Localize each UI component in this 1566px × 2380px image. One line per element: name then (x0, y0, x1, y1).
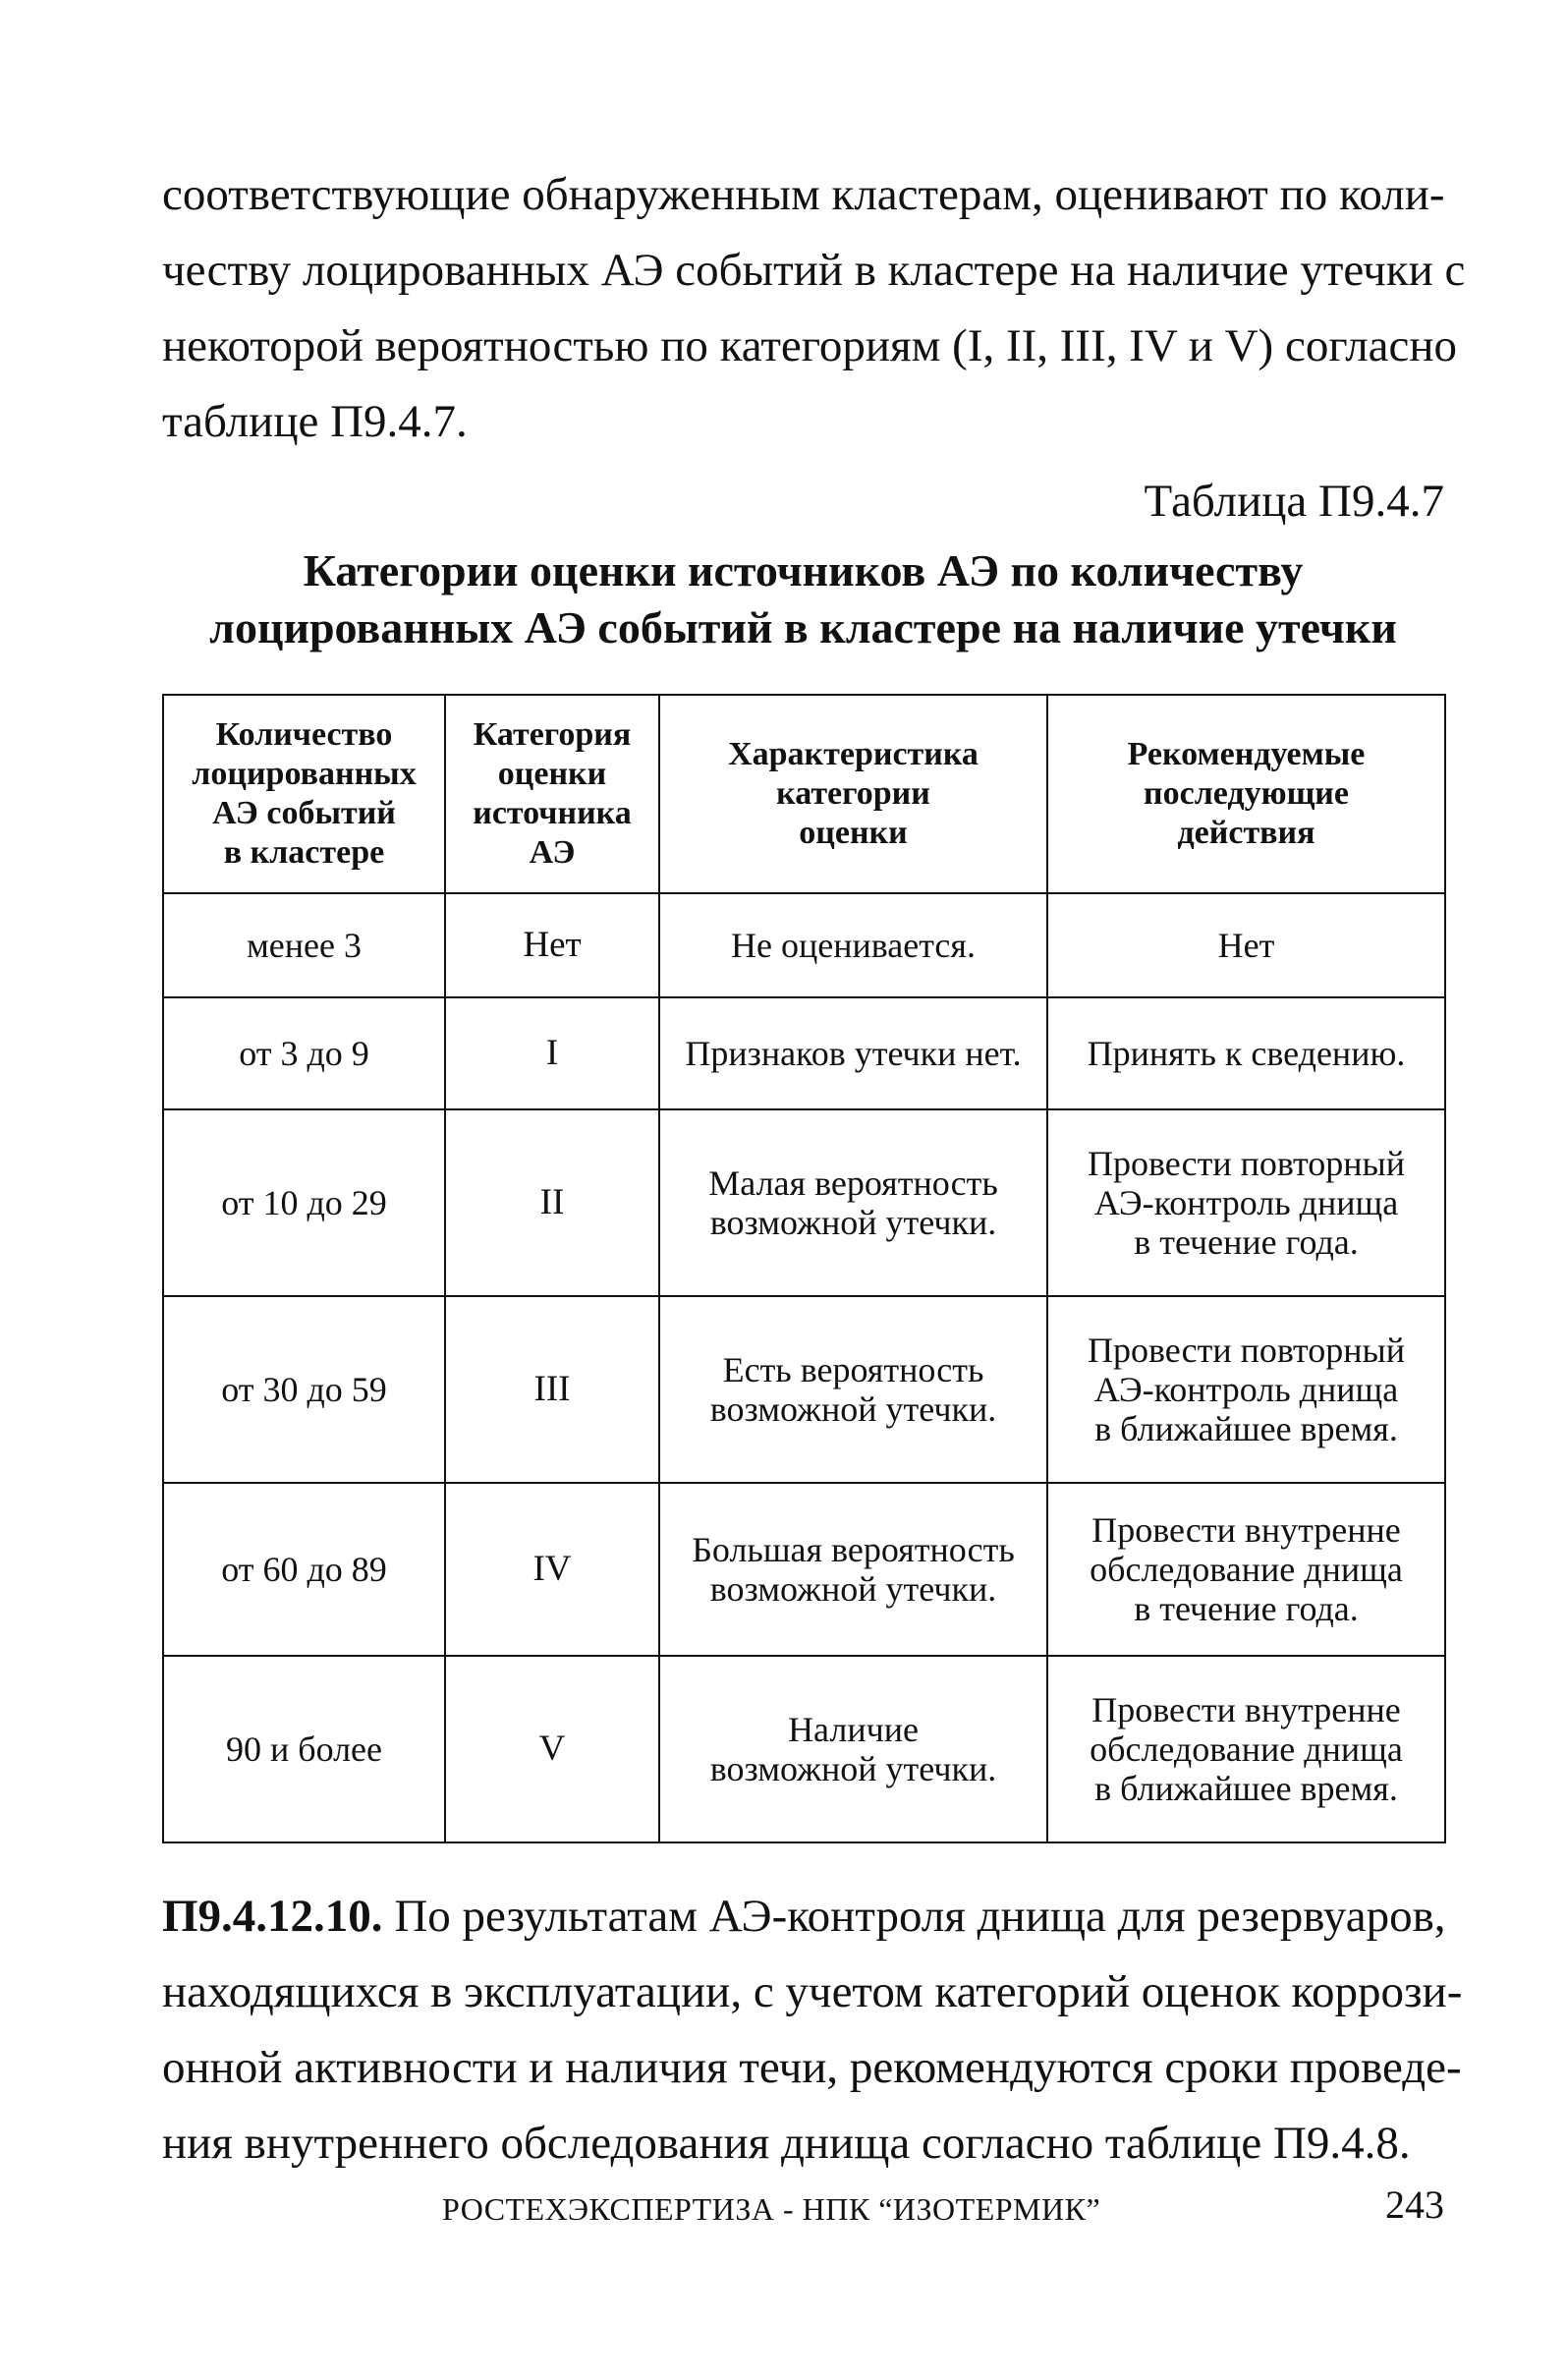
cell-action (1047, 1483, 1445, 1656)
cell-line: Признаков утечки нет. (685, 1034, 1022, 1073)
table-row (163, 1109, 1445, 1296)
header-line: оценки (799, 815, 908, 851)
header-characteristic (659, 695, 1047, 893)
cell-line: Наличие (788, 1710, 919, 1749)
cell-line: возможной утечки. (709, 1203, 997, 1242)
header-line: последующие (1144, 775, 1349, 812)
cell-line: в ближайшее время. (1094, 1769, 1398, 1808)
page-content (162, 157, 1466, 2182)
header-line: Характеристика (728, 736, 979, 772)
table-row (163, 893, 1445, 997)
table-caption: Таблица П9.4.7 (1144, 476, 1444, 527)
cell-characteristic (659, 997, 1047, 1109)
header-line: лоцированных (192, 756, 417, 792)
section-line-text: По результатам АЭ-контроля днища для резервуаров, (382, 1891, 1446, 1942)
intro-line: таблице П9.4.7. (162, 396, 468, 447)
section-number: П9.4.12.10. (162, 1891, 383, 1942)
table-row (163, 1656, 1445, 1842)
header-line: источника (473, 795, 632, 831)
table-title (162, 542, 1444, 656)
intro-paragraph (162, 157, 1466, 460)
cell-characteristic (659, 1109, 1047, 1296)
cell-line: Принять к сведению. (1087, 1034, 1406, 1073)
footer-publisher: РОСТЕХЭКСПЕРТИЗА - НПК “ИЗОТЕРМИК” (442, 2191, 1101, 2227)
cell-line: возможной утечки. (709, 1389, 997, 1429)
section-line: находящихся в эксплуатации, с учетом категорий оценок коррози- (162, 1966, 1463, 2017)
cell-line: обследование днища (1090, 1729, 1403, 1769)
section-line (162, 1879, 1444, 1955)
cell-line: Провести повторный (1088, 1144, 1405, 1183)
section-line: ния внутреннего обследования днища согласно таблице П9.4.8. (162, 2118, 1411, 2169)
cell-line: АЭ-контроль днища (1093, 1370, 1399, 1409)
page-number: 243 (1385, 2182, 1444, 2227)
intro-line: честву лоцированных АЭ событий в кластере на наличие утечки с (162, 245, 1466, 296)
cell-action (1047, 1296, 1445, 1483)
cell-action (1047, 893, 1445, 997)
cell-characteristic (659, 1483, 1047, 1656)
cell-line: возможной утечки. (709, 1749, 997, 1788)
cell-category: II (445, 1109, 659, 1296)
table-row (163, 1483, 1445, 1656)
cell-line: Провести внутренне (1091, 1690, 1401, 1729)
cell-line: в ближайшее время. (1094, 1409, 1398, 1448)
section-line: онной активности и наличия течи, рекомендуются сроки проведе- (162, 2042, 1462, 2093)
cell-category: I (445, 997, 659, 1109)
cell-count: от 60 до 89 (163, 1483, 445, 1656)
cell-count: от 3 до 9 (163, 997, 445, 1109)
cell-line: Есть вероятность (722, 1350, 984, 1389)
cell-count: менее 3 (163, 893, 445, 997)
cell-line: Провести повторный (1088, 1331, 1405, 1370)
header-line: Количество (215, 716, 393, 753)
cell-line: Не оценивается. (731, 926, 976, 965)
header-count (163, 695, 445, 893)
cell-line: Провести внутренне (1091, 1510, 1401, 1550)
cell-line: Большая вероятность (692, 1530, 1015, 1569)
header-line: оценки (497, 756, 607, 792)
header-action (1047, 695, 1445, 893)
cell-line: в течение года. (1134, 1589, 1359, 1628)
cell-characteristic (659, 893, 1047, 997)
cell-action (1047, 997, 1445, 1109)
cell-line: возможной утечки. (709, 1569, 997, 1609)
header-line: действия (1177, 815, 1315, 851)
header-line: категории (776, 775, 930, 812)
table-title-line: лоцированных АЭ событий в кластере на наличие утечки (209, 602, 1397, 652)
section-paragraph (162, 1879, 1463, 2182)
cell-line: обследование днища (1090, 1550, 1403, 1589)
cell-count: от 30 до 59 (163, 1296, 445, 1483)
categories-table (162, 694, 1446, 1843)
cell-line: АЭ-контроль днища (1093, 1183, 1399, 1222)
cell-action (1047, 1656, 1445, 1842)
cell-category: Нет (445, 893, 659, 997)
table-header-row (163, 695, 1445, 893)
cell-count: 90 и более (163, 1656, 445, 1842)
header-line: в кластере (223, 834, 385, 871)
cell-line: Малая вероятность (708, 1163, 998, 1203)
intro-line: соответствующие обнаруженным кластерам, оценивают по коли- (162, 169, 1445, 220)
header-line: Рекомендуемые (1127, 736, 1366, 772)
header-line: АЭ (529, 834, 576, 871)
cell-line: Нет (1217, 926, 1275, 965)
cell-characteristic (659, 1296, 1047, 1483)
header-line: Категория (473, 716, 632, 753)
cell-count: от 10 до 29 (163, 1109, 445, 1296)
table-row (163, 997, 1445, 1109)
table-title-line: Категории оценки источников АЭ по количеству (303, 545, 1304, 595)
cell-category: V (445, 1656, 659, 1842)
cell-action (1047, 1109, 1445, 1296)
cell-category: IV (445, 1483, 659, 1656)
cell-characteristic (659, 1656, 1047, 1842)
intro-line: некоторой вероятностью по категориям (I, II, III, IV и V) согласно (162, 320, 1458, 371)
header-category (445, 695, 659, 893)
header-line: АЭ событий (212, 795, 396, 831)
cell-category: III (445, 1296, 659, 1483)
cell-line: в течение года. (1134, 1222, 1359, 1262)
table-row (163, 1296, 1445, 1483)
